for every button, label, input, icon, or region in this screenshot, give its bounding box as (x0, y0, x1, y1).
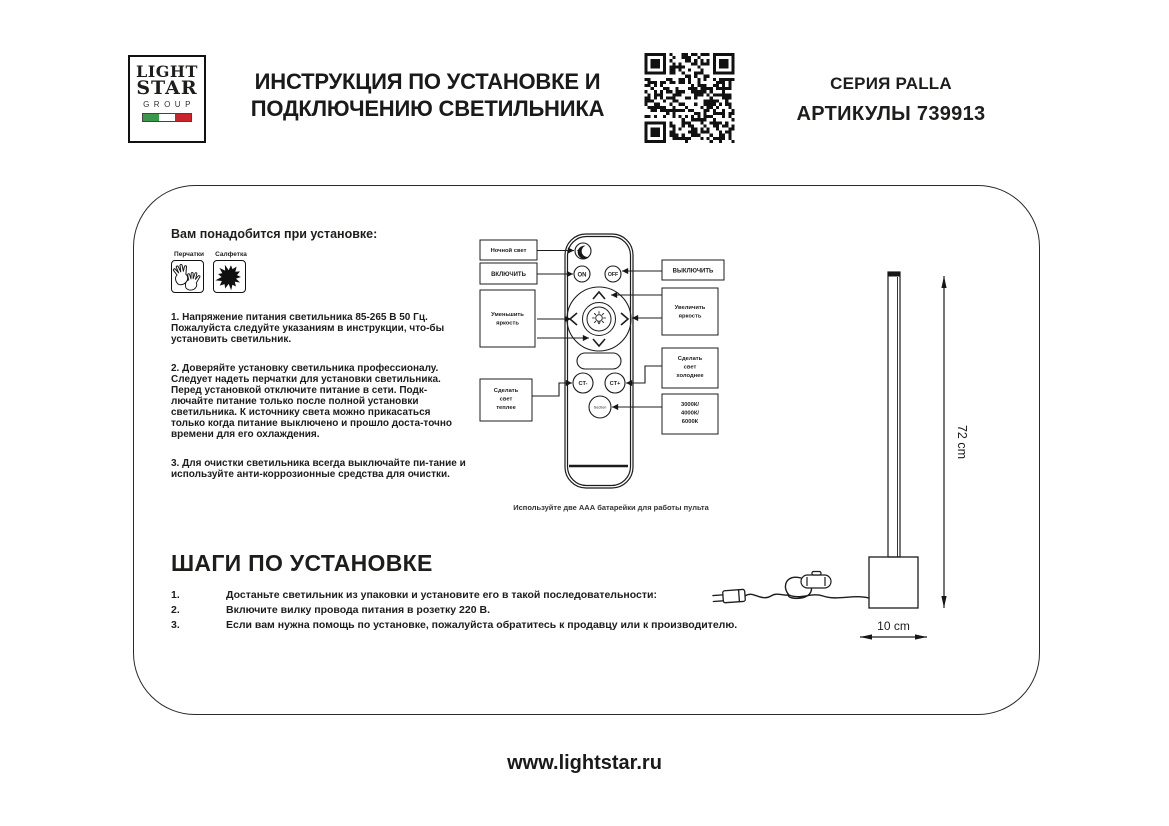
lamp-base (869, 557, 918, 608)
steps-list (171, 588, 811, 632)
lamp-tube (888, 272, 900, 557)
lightstar-logo (128, 55, 206, 143)
arrow-right-icon (915, 634, 927, 639)
on-button-label: ON (577, 272, 587, 279)
arrow-down-icon (941, 596, 946, 608)
svg-text:яркость: яркость (496, 320, 519, 327)
svg-text:4000К/: 4000К/ (680, 410, 700, 417)
step-number: 3. (171, 618, 180, 631)
page-title-line1: ИНСТРУКЦИЯ ПО УСТАНОВКЕ И (254, 69, 601, 94)
width-dimension (860, 619, 927, 640)
height-dimension (941, 276, 969, 608)
steps-heading: ШАГИ ПО УСТАНОВКЕ (171, 550, 433, 576)
arrow-up-icon (941, 276, 946, 288)
product-info (772, 74, 1010, 126)
italian-flag-icon (142, 113, 192, 122)
callout-decrease-brightness (480, 290, 535, 347)
svg-text:Ночной свет: Ночной свет (490, 248, 527, 255)
remote-body (565, 234, 633, 488)
callout-colder (662, 348, 718, 388)
step-row-3 (171, 618, 811, 633)
needs-heading: Вам понадобится при установке: (171, 227, 378, 241)
step-text: Достаньте светильник из упаковки и установите его в такой последовательности: (226, 589, 657, 601)
height-label: 72 cm (955, 424, 969, 460)
napkin-label: Салфетка (215, 251, 247, 258)
tool-napkin (213, 251, 249, 293)
svg-text:Уменьшить: Уменьшить (491, 312, 524, 318)
svg-text:Увеличить: Увеличить (674, 305, 706, 311)
callout-turn-on (480, 263, 537, 284)
qr-code (643, 53, 736, 143)
remote-diagram (471, 226, 731, 526)
series-name: СЕРИЯ PALLA (830, 74, 952, 93)
svg-text:теплее: теплее (496, 405, 516, 411)
gloves-label: Перчатки (174, 251, 204, 258)
step-text: Включите вилку провода питания в розетку 220 В. (226, 603, 490, 616)
page-title (230, 68, 625, 122)
website-url: www.lightstar.ru (507, 752, 662, 774)
logo-word-star: STAR (136, 77, 198, 99)
svg-text:ВКЛЮЧИТЬ: ВКЛЮЧИТЬ (491, 272, 526, 278)
svg-text:3000К/: 3000К/ (680, 402, 700, 408)
step-number: 2. (171, 603, 180, 616)
svg-text:яркость: яркость (678, 313, 702, 320)
battery-note: Используйте две ААА батарейки для работы пульта (513, 503, 709, 512)
logo-word-group: GROUP (143, 100, 195, 109)
tool-gloves (171, 251, 207, 293)
ct-plus-label: CT+ (609, 381, 621, 388)
svg-text:свет: свет (683, 364, 697, 371)
callout-night-light (480, 240, 537, 260)
svg-text:холоднее: холоднее (676, 373, 704, 379)
callout-increase-brightness (662, 288, 718, 335)
step-row-2 (171, 603, 811, 618)
footer (0, 752, 1169, 775)
step-text: Если вам нужна помощь по установке, пожалуйста обратитесь к продавцу или к производителю. (226, 618, 738, 631)
svg-text:Сделать: Сделать (677, 356, 703, 362)
section-label: Section (593, 405, 607, 410)
gloves-icon (171, 260, 204, 293)
napkin-icon (213, 260, 246, 293)
width-label: 10 cm (877, 619, 910, 633)
instruction-panel (133, 185, 1040, 715)
safety-paragraph-1: 1. Напряжение питания светильника 85-265 В 50 Гц. Пожалуйста следуйте указаниям в инструкции, что-бы установить светильник. (171, 312, 445, 345)
step-number: 1. (171, 589, 180, 601)
off-button-label: OFF (607, 272, 619, 278)
ct-minus-label: CT- (578, 381, 588, 388)
safety-paragraphs (171, 312, 467, 498)
safety-paragraph-2: 2. Доверяйте установку светильника профессионалу. Следует надеть перчатки для установки светильника. Перед установкой отключите питание в сети. Подк-лючайте питание только после полной установки светильника. К источнику света можно прикасаться только когда питание выключено и прошло доста-точно времени для его охлаждения. (171, 363, 453, 440)
article-number: АРТИКУЛЫ 739913 (796, 103, 986, 125)
svg-text:ВЫКЛЮЧИТЬ: ВЫКЛЮЧИТЬ (672, 268, 714, 275)
svg-text:свет: свет (499, 396, 513, 403)
page-title-line2: ПОДКЛЮЧЕНИЮ СВЕТИЛЬНИКА (250, 96, 605, 121)
logo-word-light: LIGHT (136, 62, 198, 81)
arrow-left-icon (860, 634, 872, 639)
safety-paragraph-3: 3. Для очистки светильника всегда выключайте пи-тание и используйте анти-коррозионные средства для очистки. (171, 458, 466, 480)
svg-text:Сделать: Сделать (493, 388, 519, 394)
svg-text:6000К: 6000К (681, 419, 699, 425)
step-row-1 (171, 588, 811, 603)
cord-switch (801, 572, 831, 589)
callout-warmer (480, 379, 532, 421)
callout-kelvin (662, 394, 718, 434)
